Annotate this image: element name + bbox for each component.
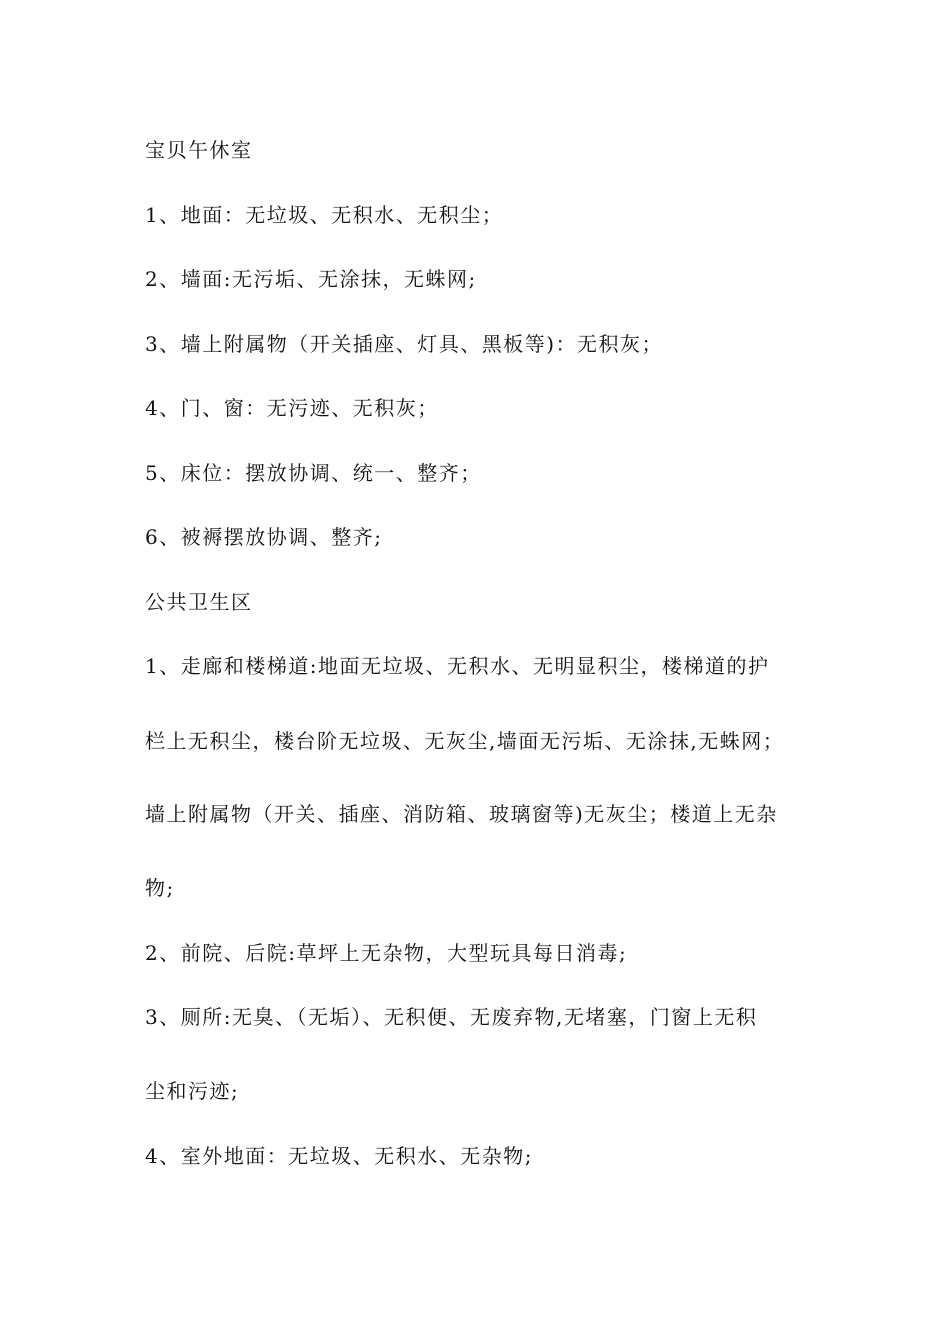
public-item-1-line-2: 栏上无积尘，楼台阶无垃圾、无灰尘,墙面无污垢、无涂抹,无蛛网； xyxy=(145,729,785,753)
nap-room-item-3: 3、墙上附属物（开关插座、灯具、黑板等)：无积灰； xyxy=(145,332,664,356)
public-item-4: 4、室外地面：无垃圾、无积水、无杂物; xyxy=(145,1144,533,1168)
public-item-1-line-1: 1、走廊和楼梯道:地面无垃圾、无积水、无明显积尘，楼梯道的护 xyxy=(145,654,770,678)
section-heading-public-area: 公共卫生区 xyxy=(145,590,253,614)
nap-room-item-4: 4、门、窗：无污迹、无积灰； xyxy=(145,396,439,420)
nap-room-item-5: 5、床位：摆放协调、统一、整齐； xyxy=(145,461,482,485)
nap-room-item-6: 6、被褥摆放协调、整齐; xyxy=(145,525,383,549)
public-item-3-line-1: 3、厕所:无臭、（无垢）、无积便、无废弃物,无堵塞，门窗上无积 xyxy=(145,1005,758,1029)
section-heading-nap-room: 宝贝午休室 xyxy=(145,138,253,162)
nap-room-item-1: 1、地面：无垃圾、无积水、无积尘； xyxy=(145,203,504,227)
public-item-3-line-2: 尘和污迹; xyxy=(145,1079,240,1103)
public-item-1-line-3: 墙上附属物（开关、插座、消防箱、玻璃窗等)无灰尘；楼道上无杂 xyxy=(145,802,778,826)
nap-room-item-2: 2、墙面:无污垢、无涂抹，无蛛网; xyxy=(145,267,477,291)
public-item-1-line-4: 物; xyxy=(145,876,175,900)
public-item-2: 2、前院、后院:草坪上无杂物，大型玩具每日消毒; xyxy=(145,941,628,965)
